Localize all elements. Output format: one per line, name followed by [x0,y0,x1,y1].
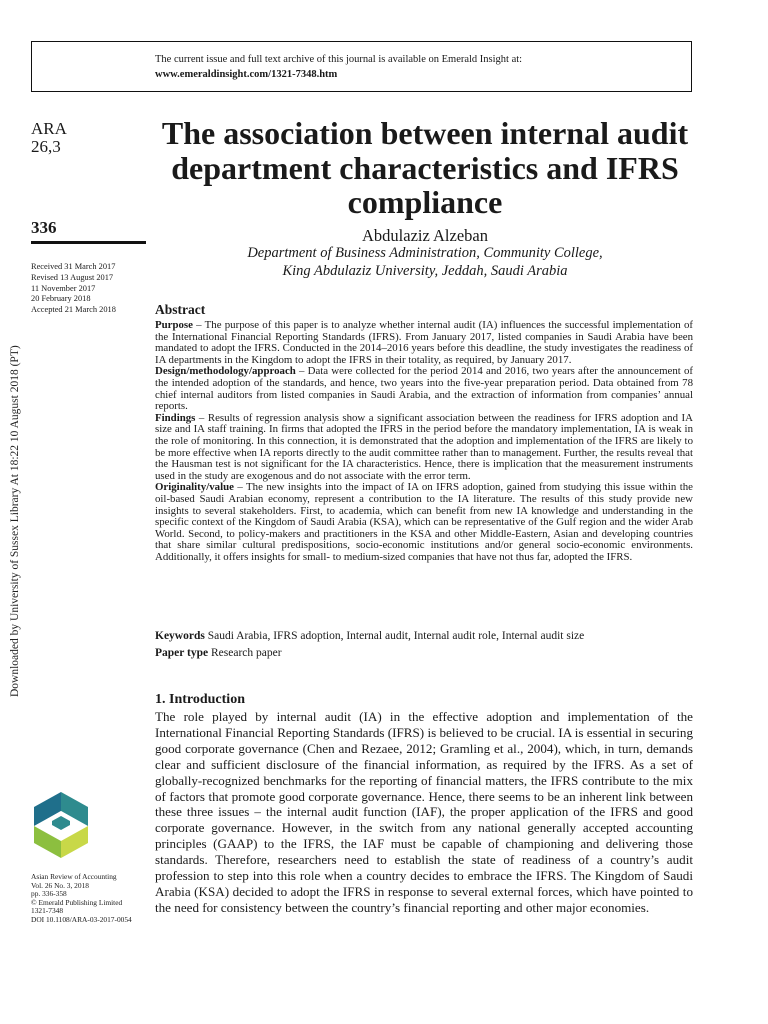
publication-info [31,873,151,924]
paper-type-text: Research paper [208,647,282,659]
abstract-heading: Abstract [155,302,206,317]
keywords [155,630,693,642]
keywords-text: Saudi Arabia, IFRS adoption, Internal audit, Internal audit role, Internal audit size [204,630,585,642]
abstract-text: – Data were collected for the period 2014 and 2016, two years after the announcement of the intended adoption of the standards, and hence, two years into the five-year preparation period. Data obtained from 78 chief internal auditors from listed companies in Saudi Arabia, and the extraction of information from companies’ annual reports. [155,365,693,413]
abstract-text: – The new insights into the impact of IA on IFRS adoption, gained from studying this issue within the oil-based Saudi Arabian economy, represent a contribution to the IA literature. The results of this study provide new insights to several stakeholders. First, to academia, which can benefit from new IA knowledge and understanding in the specific context of the Kingdom of Saudi Arabia (KSA), which can be representative of the Gulf region and the wider Arab World. Second, to policy-makers and practitioners in the KSA and other Middle-Eastern, Asian and developing countries that share similar cultural predispositions, socio-economic institutions and/or general socio-economic environments. Additionally, it offers insights for small- to medium-sized companies that have not thus far, adopted the IFRS. [155,481,693,563]
pub-info-line: pp. 336-358 [31,889,67,898]
pub-info-line: © Emerald Publishing Limited [31,897,123,907]
abstract-label: Findings [155,411,196,424]
keywords-label: Keywords [155,630,205,642]
abstract-label: Design/methodology/approach [155,365,296,378]
journal-url-link[interactable]: www.emeraldinsight.com/1321-7348.htm [155,69,338,80]
journal-code-block [31,120,147,156]
date-line: Revised 13 August 2017 [31,272,114,282]
emerald-logo-icon [30,790,92,860]
date-line: Accepted 21 March 2018 [31,305,116,315]
availability-text: The current issue and full text archive of this journal is available on Emerald Insight at: [155,54,523,65]
journal-code: ARA [31,119,67,138]
introduction-paragraph: The role played by internal audit (IA) in the effective adoption and implementation of the International Financial Reporting Standards (IFRS) is believed to be crucial. IA is essential in securing good corporate governance (Chen and Rezaee, 2012; Gramling et al., 2004), which, in turn, demands clear and sufficient disclosure of the financial information, as required by the IFRS. As a set of globally-recognized benchmarks for the reporting of financial matters, the IFRS contribute to the mix of factors that promote good corporate governance. Hence, there seems to be an inherent link between these three issues – the internal audit function (IAF), the proper application of the IFRS and good corporate governance. However, in the switch from any national generally accepted accounting principles (GAAP) to the IFRS, the IAF must be capable of championing and delivering those standards. Therefore, researchers need to establish the state of readiness of a country’s audit profession to step into this role when a country decides to embrace the IFRS. The Kingdom of Saudi Arabia (KSA) decided to adopt the IFRS in response to several external forces, which have pointed to the need for consistency between the country’s financial reporting and other major economies. [155,709,693,915]
submission-dates [31,262,151,316]
date-line: 11 November 2017 [31,283,96,293]
journal-availability-box [31,41,692,92]
abstract-body [155,320,693,563]
date-line: Received 31 March 2017 [31,262,116,271]
abstract-design [155,366,693,412]
pub-info-line: Asian Review of Accounting [31,872,117,881]
affiliation-line: Department of Business Administration, Community College, [247,245,603,261]
date-line: 20 February 2018 [31,294,91,304]
abstract-purpose [155,320,693,366]
pub-info-line: 1321-7348 [31,906,64,915]
page-number: 336 [31,218,57,237]
abstract-text: – Results of regression analysis show a significant association between the readiness for IFRS adoption and IA size and IA staff training. In firms that adopted the IFRS in the period before the mandatory implementation, IA is weak in the role of monitoring. In this connection, it is demonstrated that the adoption and implementation of the IFRS are likely to be more effective when IA reports directly to the audit committee rather than to management. Further, the results reveal that the Hausman test is not significant for the IA characteristics. Hence, there is implication that the measurement instruments used in the study are exogenous and do not associate with the error term. [155,411,693,482]
volume-issue: 26,3 [31,137,61,156]
page-number-rule [31,241,146,244]
section-heading-introduction: 1. Introduction [155,692,245,707]
paper-type-label: Paper type [155,647,209,659]
affiliation-line: King Abdulaziz University, Jeddah, Saudi Arabia [282,263,568,279]
abstract-originality [155,482,693,563]
abstract-label: Purpose [155,319,193,331]
abstract-text: – The purpose of this paper is to analyze whether internal audit (IA) influences the successful implementation of the International Financial Reporting Standards (IFRS). From January 2017, listed companies in Saudi Arabia have been mandated to adopt the IFRS. Conducted in the 2014–2016 years before this deadline, the study investigates the readiness of IA departments in the Kingdom to adopt the IFRS in their totality, as required, by January 2017. [155,319,693,366]
abstract-findings [155,413,693,483]
paper-title: The association between internal audit department characteristics and IFRS compliance [161,115,689,220]
download-stamp: Downloaded by University of Sussex Library At 18:22 10 August 2018 (PT) [9,345,21,697]
pub-info-line: Vol. 26 No. 3, 2018 [31,880,89,890]
author-name: Abdulaziz Alzeban [362,226,488,245]
author-affiliation [155,244,695,280]
pub-info-line: DOI 10.1108/ARA-03-2017-0054 [31,914,132,924]
abstract-label: Originality/value [155,481,234,494]
paper-type [155,647,693,659]
